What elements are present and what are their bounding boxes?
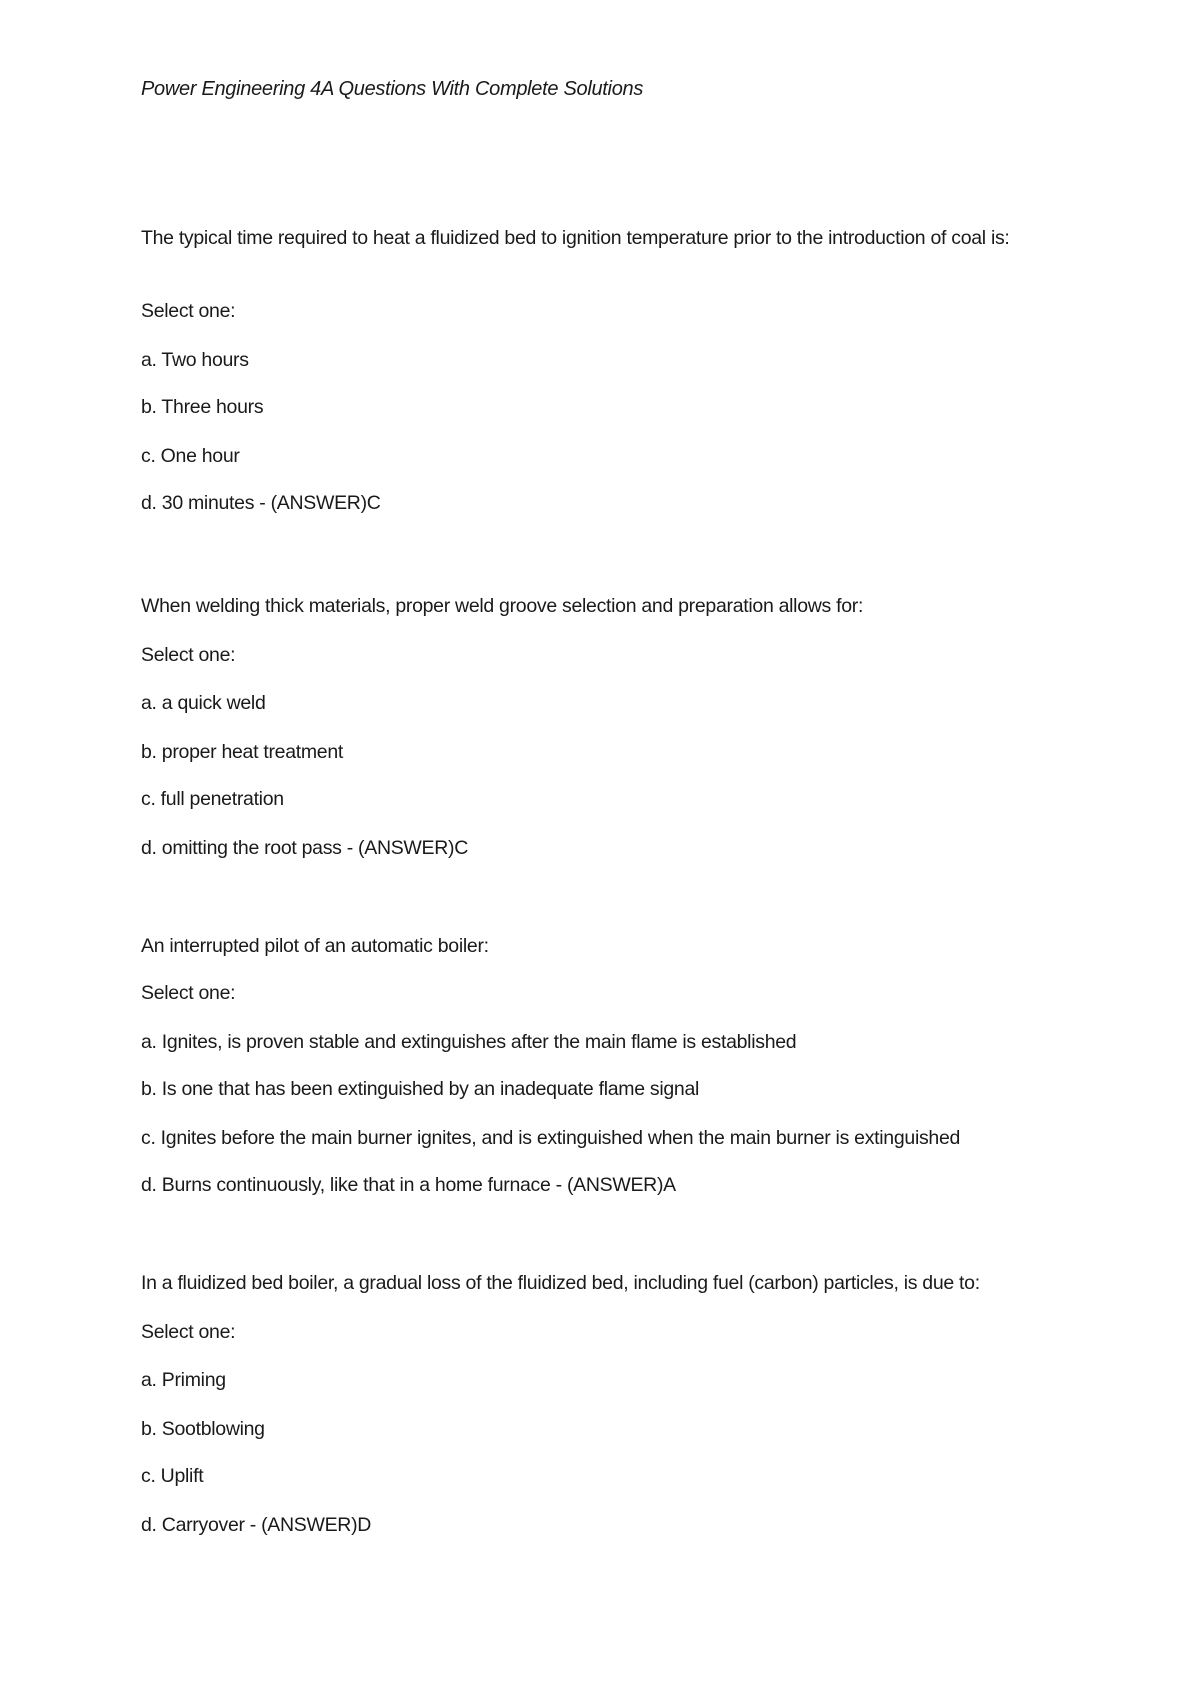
option-d-answer: d. Burns continuously, like that in a home furnace - (ANSWER)A: [141, 1174, 676, 1196]
select-one-prompt: Select one:: [141, 1321, 236, 1343]
option-d-answer: d. 30 minutes - (ANSWER)C: [141, 492, 381, 514]
option-a: a. Priming: [141, 1369, 226, 1391]
select-one-prompt: Select one:: [141, 644, 236, 666]
option-b: b. Is one that has been extinguished by an inadequate flame signal: [141, 1078, 700, 1100]
question-text: An interrupted pilot of an automatic boiler:: [141, 935, 489, 957]
option-d-answer: d. Carryover - (ANSWER)D: [141, 1514, 372, 1536]
select-one-prompt: Select one:: [141, 982, 236, 1004]
option-c: c. full penetration: [141, 788, 284, 810]
document-title: Power Engineering 4A Questions With Complete Solutions: [141, 78, 644, 100]
option-a: a. Ignites, is proven stable and extinguishes after the main flame is established: [141, 1031, 797, 1053]
option-b: b. Sootblowing: [141, 1418, 265, 1440]
question-block-1: [141, 222, 1081, 514]
select-one-prompt: Select one:: [141, 300, 236, 322]
question-text: In a fluidized bed boiler, a gradual loss of the fluidized bed, including fuel (carbon) particles, is due to:: [141, 1272, 980, 1294]
option-b: b. proper heat treatment: [141, 741, 344, 763]
option-b: b. Three hours: [141, 396, 264, 418]
option-d-answer: d. omitting the root pass - (ANSWER)C: [141, 837, 468, 859]
option-c: c. Ignites before the main burner ignites, and is extinguished when the main burner is extinguished: [141, 1127, 961, 1149]
option-a: a. a quick weld: [141, 692, 266, 714]
option-a: a. Two hours: [141, 349, 249, 371]
question-text: When welding thick materials, proper weld groove selection and preparation allows for:: [141, 595, 864, 617]
question-text: The typical time required to heat a fluidized bed to ignition temperature prior to the introduction of coal is:: [141, 227, 1010, 249]
option-c: c. One hour: [141, 445, 240, 467]
option-c: c. Uplift: [141, 1465, 204, 1487]
